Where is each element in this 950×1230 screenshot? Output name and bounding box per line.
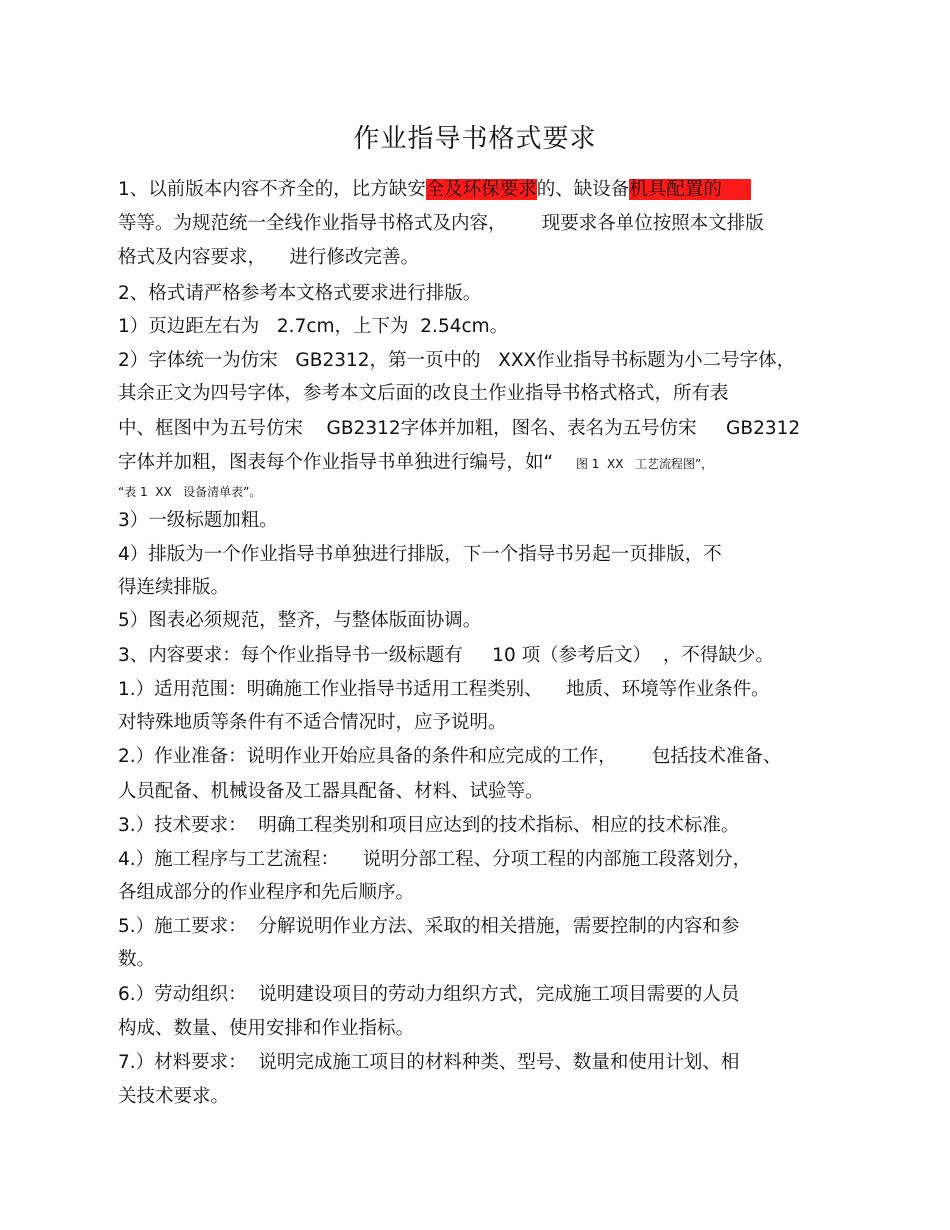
paragraph-line: 5）图表必须规范，整齐，与整体版面协调。 (118, 610, 482, 631)
paragraph-line: 5.）施工要求： 分解说明作业方法、采取的相关措施，需要控制的内容和参 (118, 916, 740, 937)
line-text: 1、以前版本内容不齐全的，比方缺安 (118, 179, 426, 200)
paragraph-line: 2.）作业准备：说明作业开始应具备的条件和应完成的工作， 包括技术准备、 (118, 746, 782, 767)
paragraph-line: 人员配备、机械设备及工器具配备、材料、试验等。 (118, 781, 544, 802)
paragraph-line: 对特殊地质等条件有不适合情况时，应予说明。 (118, 712, 507, 733)
paragraph-line (118, 450, 713, 477)
small-caption-text: 图 1 XX 工艺流程图”， (553, 457, 714, 471)
paragraph-line: 各组成部分的作业程序和先后顺序。 (118, 882, 415, 903)
highlighted-text: 机具配置的 (629, 179, 752, 200)
paragraph-line: 7.）材料要求： 说明完成施工项目的材料种类、型号、数量和使用计划、相 (118, 1052, 740, 1073)
paragraph-line: 4.）施工程序与工艺流程： 说明分部工程、分项工程的内部施工段落划分， (118, 849, 752, 870)
highlighted-text: 全及环保要求 (425, 179, 537, 200)
paragraph-line: 1）页边距左右为 2.7cm，上下为 2.54cm。 (118, 316, 509, 337)
paragraph-line: 3.）技术要求： 明确工程类别和项目应达到的技术指标、相应的技术标准。 (118, 815, 740, 836)
paragraph-line: 3、内容要求：每个作业指导书一级标题有 10 项（参考后文） ，不得缺少。 (118, 645, 774, 666)
paragraph-line: 2）字体统一为仿宋 GB2312，第一页中的 XXX作业指导书标题为小二号字体， (118, 350, 796, 371)
paragraph-line: 数。 (118, 949, 156, 970)
paragraph-line: 其余正文为四号字体，参考本文后面的改良土作业指导书格式格式，所有表 (118, 383, 729, 404)
paragraph-line: 3）一级标题加粗。 (118, 510, 278, 531)
document-title: 作业指导书格式要求 (353, 124, 597, 154)
paragraph-line: 得连续排版。 (118, 577, 230, 598)
paragraph-line-1 (118, 177, 751, 203)
paragraph-line: 1.）适用范围：明确施工作业指导书适用工程类别、 地质、环境等作业条件。 (118, 679, 770, 700)
paragraph-line: 6.）劳动组织： 说明建设项目的劳动力组织方式，完成施工项目需要的人员 (118, 984, 740, 1005)
paragraph-line: 构成、数量、使用安排和作业指标。 (118, 1018, 415, 1039)
paragraph-line (118, 478, 261, 505)
small-caption-text: “表 1 XX 设备清单表”。 (118, 485, 262, 499)
line-text: 的、缺设备 (536, 179, 630, 200)
paragraph-line: 等等。为规范统一全线作业指导书格式及内容， 现要求各单位按照本文排版 (118, 213, 764, 234)
line-text: 字体并加粗，图表每个作业指导书单独进行编号，如“ (118, 452, 554, 473)
paragraph-line: 2、格式请严格参考本文格式要求进行排版。 (118, 283, 482, 304)
paragraph-line: 关技术要求。 (118, 1086, 230, 1107)
paragraph-line: 格式及内容要求， 进行修改完善。 (118, 247, 420, 268)
paragraph-line: 中、框图中为五号仿宋 GB2312字体并加粗，图名、表名为五号仿宋 GB2312 (118, 418, 801, 439)
paragraph-line: 4）排版为一个作业指导书单独进行排版，下一个指导书另起一页排版，不 (118, 544, 722, 565)
